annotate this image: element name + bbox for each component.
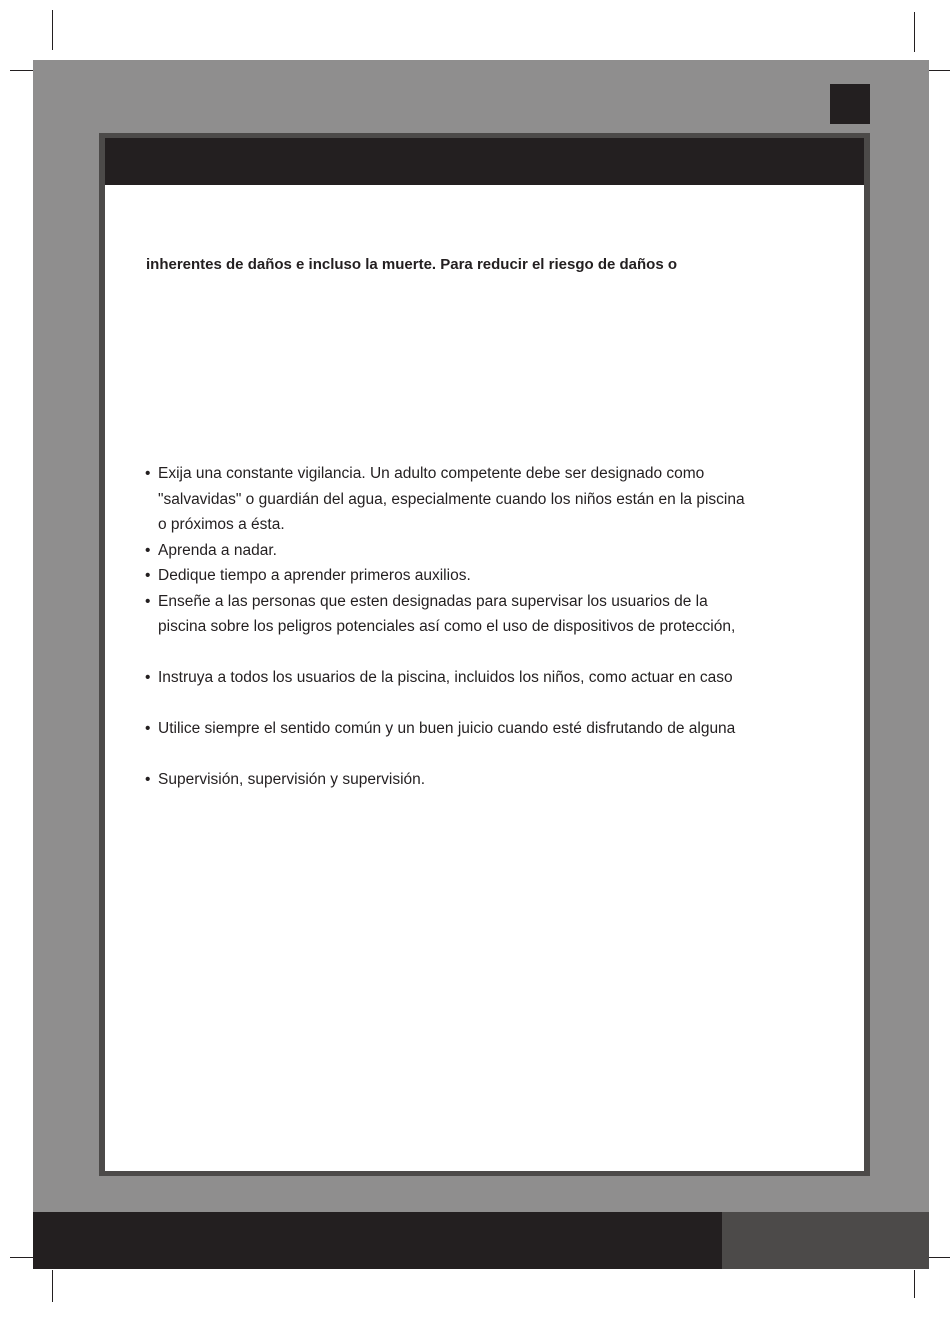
- crop-mark: [52, 10, 53, 50]
- list-item-line: "salvavidas" o guardián del agua, especialmente cuando los niños están en la piscina: [158, 490, 745, 508]
- footer-page-tab: [722, 1212, 929, 1269]
- list-item: [145, 767, 745, 793]
- crop-mark: [914, 1270, 915, 1298]
- crop-mark: [929, 1257, 950, 1258]
- safety-bullet-list: [145, 461, 745, 793]
- list-item-line: o próximos a ésta.: [158, 516, 285, 533]
- section-header-bar: [105, 138, 864, 185]
- list-item-line: Enseñe a las personas que esten designadas para supervisar los usuarios de la: [158, 592, 708, 610]
- bullet-icon: •: [145, 567, 151, 584]
- list-item-line: Dedique tiempo a aprender primeros auxilios.: [158, 567, 471, 584]
- list-item-line: piscina sobre los peligros potenciales así como el uso de dispositivos de protección,: [158, 618, 736, 635]
- list-item-line: Exija una constante vigilancia. Un adulto competente debe ser designado como: [158, 465, 705, 482]
- bullet-icon: •: [145, 669, 151, 686]
- crop-mark: [914, 12, 915, 52]
- warning-text: inherentes de daños e incluso la muerte. Para reducir el riesgo de daños o: [146, 256, 677, 273]
- footer-bar: [33, 1212, 722, 1269]
- bullet-icon: •: [145, 771, 151, 788]
- crop-mark: [52, 1270, 53, 1302]
- page-marker-square: [830, 84, 870, 124]
- list-item: [145, 461, 745, 538]
- list-item: [145, 665, 745, 691]
- list-item: [145, 538, 745, 564]
- list-item: [145, 563, 745, 589]
- bullet-icon: •: [145, 592, 151, 610]
- bullet-icon: •: [145, 720, 151, 737]
- bullet-icon: •: [145, 541, 151, 559]
- list-item: [145, 716, 745, 742]
- bullet-icon: •: [145, 465, 151, 482]
- list-item-line: Supervisión, supervisión y supervisión.: [158, 771, 426, 788]
- list-item-line: Aprenda a nadar.: [158, 541, 277, 559]
- list-item-line: Instruya a todos los usuarios de la piscina, incluidos los niños, como actuar en caso: [158, 669, 733, 686]
- list-item-line: Utilice siempre el sentido común y un buen juicio cuando esté disfrutando de alguna: [158, 720, 736, 737]
- crop-mark: [10, 1257, 34, 1258]
- list-item: [145, 589, 745, 640]
